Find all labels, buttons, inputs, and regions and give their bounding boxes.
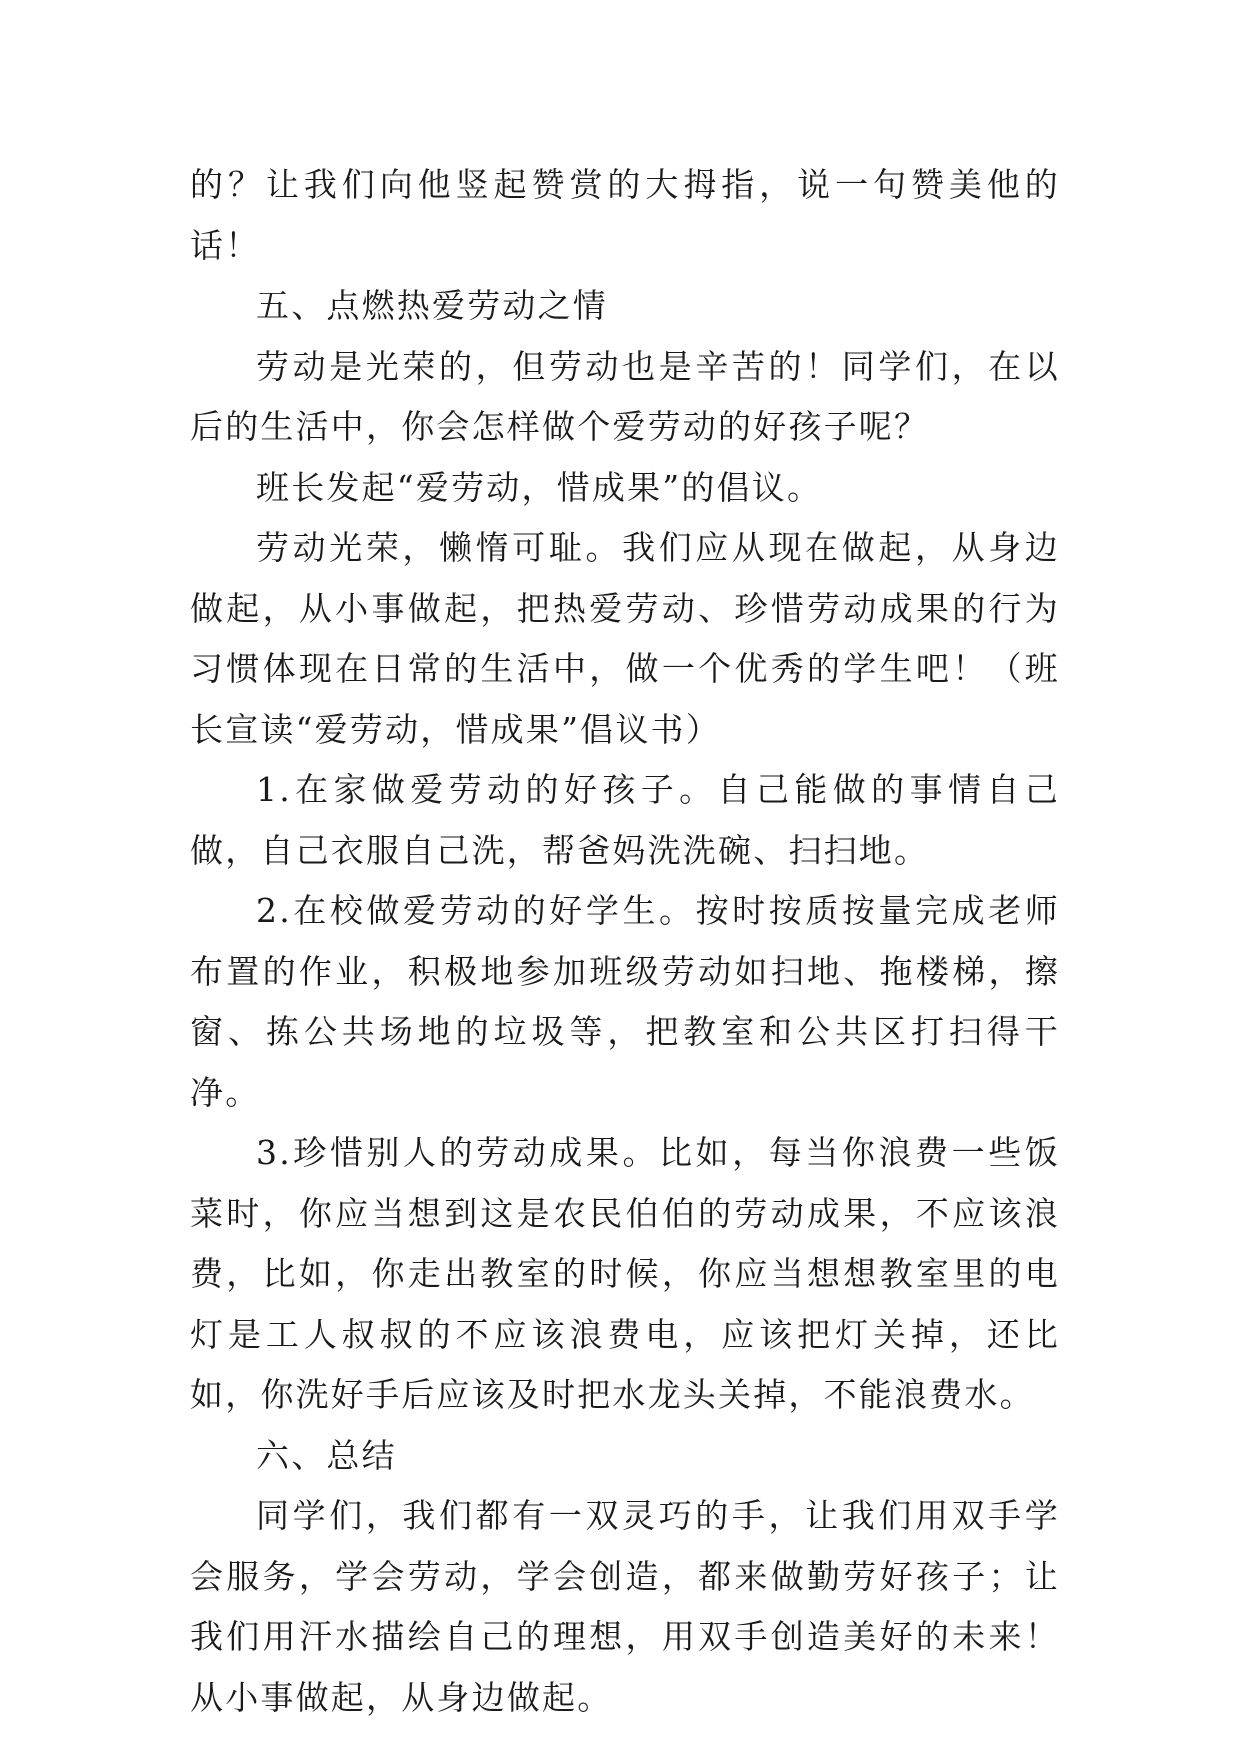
section-heading-5: 五、点燃热爱劳动之情 xyxy=(256,286,608,325)
list-item: 2.在校做爱劳动的好学生。按时按质按量完成老师布置的作业，积极地参加班级劳动如扫地、拖楼梯，擦窗、拣公共场地的垃圾等，把教室和公共区打扫得干净。 xyxy=(190,891,1060,1112)
paragraph: 班长发起“爱劳动，惜成果”的倡议。 xyxy=(256,467,823,507)
paragraph: 同学们，我们都有一双灵巧的手，让我们用双手学会服务，学会劳动，学会创造，都来做勤劳好孩子；让我们用汗水描绘自己的理想，用双手创造美好的未来！从小事做起，从身边做起。 xyxy=(190,1496,1060,1717)
document-body xyxy=(190,155,1060,1728)
list-item: 3.珍惜别人的劳动成果。比如，每当你浪费一些饭菜时，你应当想到这是农民伯伯的劳动成果，不应该浪费，比如，你走出教室的时候，你应当想想教室里的电灯是工人叔叔的不应该浪费电，应该把灯关掉，还比如，你洗好手后应该及时把水龙头关掉，不能浪费水。 xyxy=(190,1133,1060,1414)
paragraph: 劳动光荣，懒惰可耻。我们应从现在做起，从身边做起，从小事做起，把热爱劳动、珍惜劳动成果的行为习惯体现在日常的生活中，做一个优秀的学生吧！（班长宣读“爱劳动，惜成果”倡议书） xyxy=(190,528,1060,749)
list-item: 1.在家做爱劳动的好孩子。自己能做的事情自己做，自己衣服自己洗，帮爸妈洗洗碗、扫扫地。 xyxy=(190,770,1060,870)
section-heading-6: 六、总结 xyxy=(256,1435,397,1475)
paragraph-continuation: 的？让我们向他竖起赞赏的大拇指，说一句赞美他的话！ xyxy=(190,165,1060,265)
paragraph: 劳动是光荣的，但劳动也是辛苦的！同学们，在以后的生活中，你会怎样做个爱劳动的好孩子呢？ xyxy=(190,346,1060,446)
